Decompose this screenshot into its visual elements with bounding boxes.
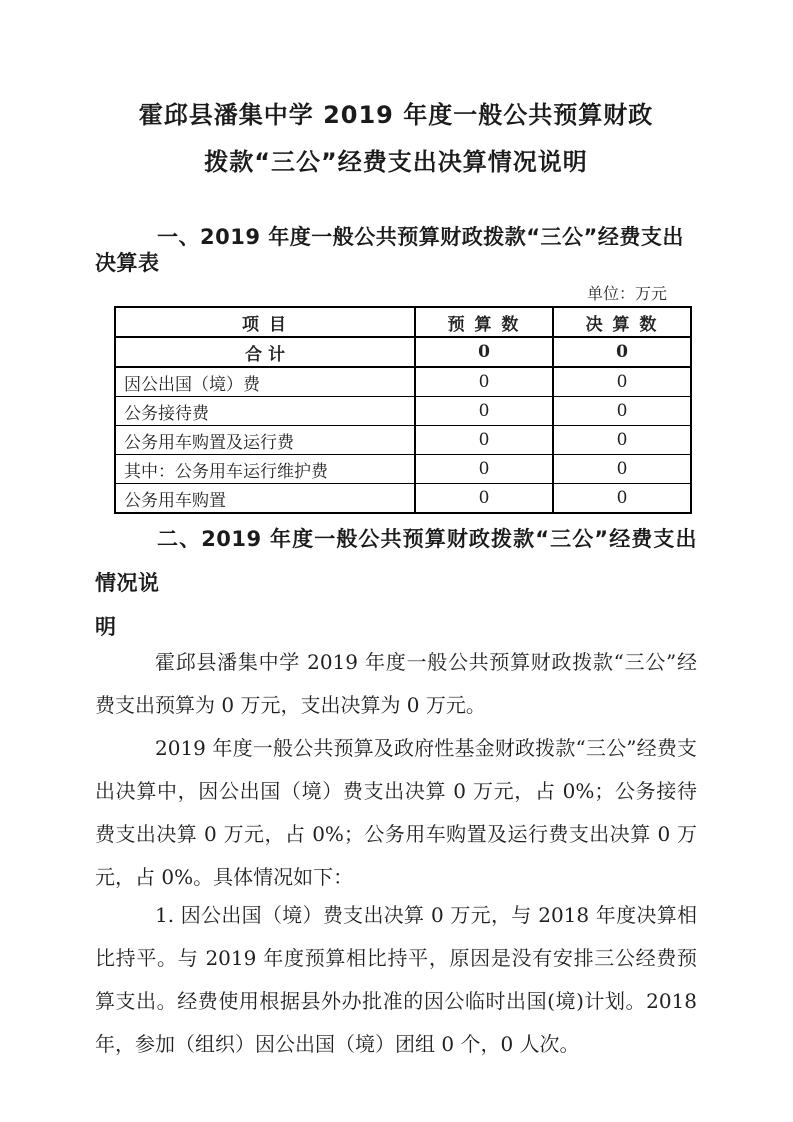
table-row-total (115, 337, 691, 367)
section-2-heading-line-1: 二、2019 年度一般公共预算财政拨款“三公”经费支出情况说 (95, 527, 697, 595)
paragraph-item-1-abroad-expense: 1. 因公出国（境）费支出决算 0 万元，与 2018 年度决算相比持平。与 2019 年度预算相比持平，原因是没有安排三公经费预算支出。经费使用根据县外办批准的因公临时出国(境)计划。2018 年，参加（组织）因公出国（境）团组 0 个，0 人次。 (95, 903, 697, 1056)
table-cell-final: 0 (553, 337, 691, 367)
table-cell-final: 0 (553, 397, 691, 426)
table-row (115, 367, 691, 397)
table-row (115, 455, 691, 484)
table-cell-label: 公务用车购置 (115, 484, 415, 514)
table-row (115, 426, 691, 455)
table-cell-budget: 0 (415, 337, 553, 367)
expense-table (114, 306, 692, 514)
table-cell-budget: 0 (415, 455, 553, 484)
table-cell-final: 0 (553, 367, 691, 397)
table-row (115, 484, 691, 514)
table-cell-label: 因公出国（境）费 (115, 367, 415, 397)
table-header-budget: 预 算 数 (415, 307, 553, 337)
document-title (95, 92, 697, 186)
table-cell-label: 公务接待费 (115, 397, 415, 426)
document-title-line-2: 拨款“三公”经费支出决算情况说明 (204, 148, 588, 176)
table-cell-label: 其中：公务用车运行维护费 (115, 455, 415, 484)
section-2-heading (95, 517, 697, 649)
table-cell-final: 0 (553, 426, 691, 455)
paragraph-summary: 霍邱县潘集中学 2019 年度一般公共预算财政拨款“三公”经费支出预算为 0 万元，支出决算为 0 万元。 (95, 650, 697, 717)
document-title-line-1: 霍邱县潘集中学 2019 年度一般公共预算财政 (138, 101, 654, 129)
table-cell-budget: 0 (415, 367, 553, 397)
table-header-final: 决 算 数 (553, 307, 691, 337)
section-1-heading: 一、2019 年度一般公共预算财政拨款“三公”经费支出决算表 (95, 225, 684, 275)
paragraph-breakdown: 2019 年度一般公共预算及政府性基金财政拨款“三公”经费支出决算中，因公出国（境）费支出决算 0 万元，占 0%；公务接待费支出决算 0 万元，占 0%；公务用车购置及运行费支出决算 0 万元，占 0%。具体情况如下： (95, 736, 697, 889)
table-cell-budget: 0 (415, 484, 553, 514)
table-cell-budget: 0 (415, 426, 553, 455)
unit-note: 单位：万元 (586, 284, 667, 303)
table-cell-final: 0 (553, 455, 691, 484)
table-header-row (115, 307, 691, 337)
table-cell-budget: 0 (415, 397, 553, 426)
table-cell-label: 合 计 (115, 337, 415, 367)
section-2-heading-line-2: 明 (95, 615, 117, 639)
table-cell-label: 公务用车购置及运行费 (115, 426, 415, 455)
table-header-item: 项 目 (115, 307, 415, 337)
table-row (115, 397, 691, 426)
table-cell-final: 0 (553, 484, 691, 514)
